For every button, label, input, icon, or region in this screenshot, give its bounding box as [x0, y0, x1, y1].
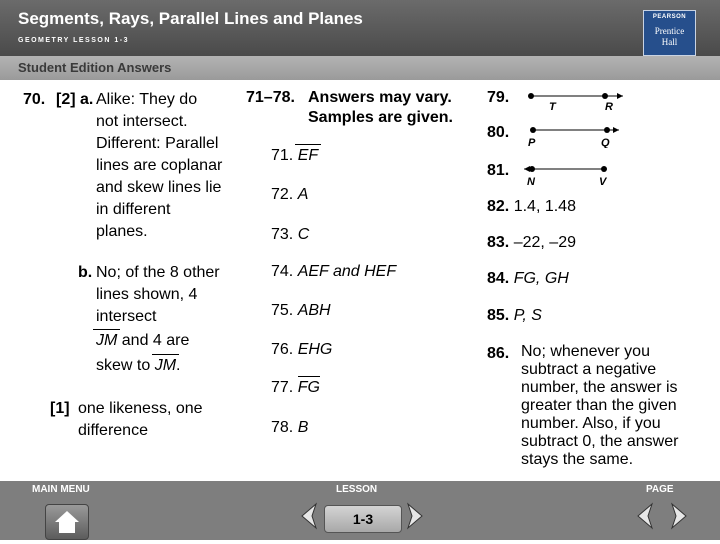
point-label: N	[527, 176, 535, 187]
lesson-prev-button[interactable]	[296, 501, 320, 537]
point-label: Q	[601, 137, 610, 148]
item-71: 71. EF	[271, 145, 318, 167]
item-70-one-line: one likeness, one	[78, 400, 203, 417]
item-70-b-line: intersect	[96, 308, 157, 325]
item-70-b-line: JM and 4 are	[96, 330, 189, 352]
line-jm: JM	[155, 355, 176, 377]
item-70-a-line: and skew lines lie	[96, 179, 222, 196]
ray-diagram-81	[520, 159, 620, 187]
item-70-a-line: in different	[96, 201, 171, 218]
page-title: Segments, Rays, Parallel Lines and Planes	[18, 9, 363, 28]
line-jm: JM	[96, 330, 117, 352]
item-70-a-line: not intersect.	[96, 113, 188, 130]
item-70-one-line: difference	[78, 422, 148, 439]
item-82: 82. 1.4, 1.48	[487, 198, 576, 215]
header-bar	[0, 0, 720, 56]
point-label: V	[599, 176, 607, 187]
point-label: R	[605, 101, 613, 112]
item-86-line: subtract a negative	[521, 361, 657, 378]
item-86-line: stays the same.	[521, 451, 634, 468]
page-label: PAGE	[646, 484, 674, 495]
chevron-right-icon	[668, 501, 692, 531]
item-74: 74. AEF and HEF	[271, 263, 397, 280]
item-78: 78. B	[271, 419, 309, 436]
item-84: 84. FG, GH	[487, 270, 569, 287]
item-70-a-line: planes.	[96, 223, 148, 240]
item-71-78-head: Samples are given.	[308, 109, 453, 126]
section-bar	[0, 56, 720, 80]
item-86-line: greater than the given	[521, 397, 677, 414]
chevron-left-icon	[296, 501, 320, 531]
main-menu-label: MAIN MENU	[32, 484, 90, 495]
item-70-a-line: lines are coplanar	[96, 157, 223, 174]
item-75: 75. ABH	[271, 302, 331, 319]
item-71-78-head: Answers may vary.	[308, 89, 452, 106]
item-86-line: number. Also, if you	[521, 415, 661, 432]
item-70-b-line: skew to JM.	[96, 355, 180, 377]
item-79-number: 79.	[487, 89, 510, 106]
home-icon	[46, 505, 88, 539]
point-label: T	[549, 101, 556, 112]
ray-diagram-79	[525, 88, 625, 112]
page-prev-button[interactable]	[632, 501, 656, 537]
item-70-a-line: Different: Parallel	[96, 135, 219, 152]
item-85: 85. P, S	[487, 307, 542, 324]
item-77: 77. FG	[271, 377, 320, 399]
logo-line-1: PEARSON	[652, 14, 687, 20]
item-83: 83. –22, –29	[487, 234, 576, 251]
item-70-a-tag: [2] a.	[56, 91, 94, 108]
item-86-line: subtract 0, the answer	[521, 433, 679, 450]
item-70-b-line: No; of the 8 other	[96, 264, 220, 281]
point-label: P	[528, 137, 536, 148]
ray-diagram-80	[525, 122, 625, 148]
item-72: 72. A	[271, 186, 309, 203]
item-76: 76. EHG	[271, 341, 333, 358]
item-86-line: No; whenever you	[521, 343, 650, 360]
item-81-number: 81.	[487, 162, 510, 179]
main-menu-button[interactable]	[45, 504, 89, 540]
item-70-b-tag: b.	[78, 264, 93, 281]
item-73: 73. C	[271, 226, 310, 243]
chevron-right-icon	[404, 501, 428, 531]
page-subtitle: GEOMETRY LESSON 1-3	[18, 37, 129, 44]
lesson-number-button[interactable]: 1-3	[324, 505, 402, 533]
item-86-line: number, the answer is	[521, 379, 678, 396]
item-70-b-line: lines shown, 4	[96, 286, 198, 303]
item-71-78-number: 71–78.	[246, 89, 295, 106]
item-80-number: 80.	[487, 124, 510, 141]
logo-line-2: Prentice Hall	[654, 26, 685, 47]
publisher-logo	[643, 10, 696, 56]
item-86-number: 86.	[487, 345, 510, 362]
lesson-label: LESSON	[336, 484, 378, 495]
lesson-next-button[interactable]	[404, 501, 428, 537]
section-title: Student Edition Answers	[18, 60, 172, 75]
chevron-left-icon	[632, 501, 656, 531]
item-70-number: 70.	[23, 91, 46, 108]
page-next-button[interactable]	[668, 501, 692, 537]
item-70-a-line: Alike: They do	[96, 91, 198, 108]
item-70-one-tag: [1]	[50, 400, 70, 417]
